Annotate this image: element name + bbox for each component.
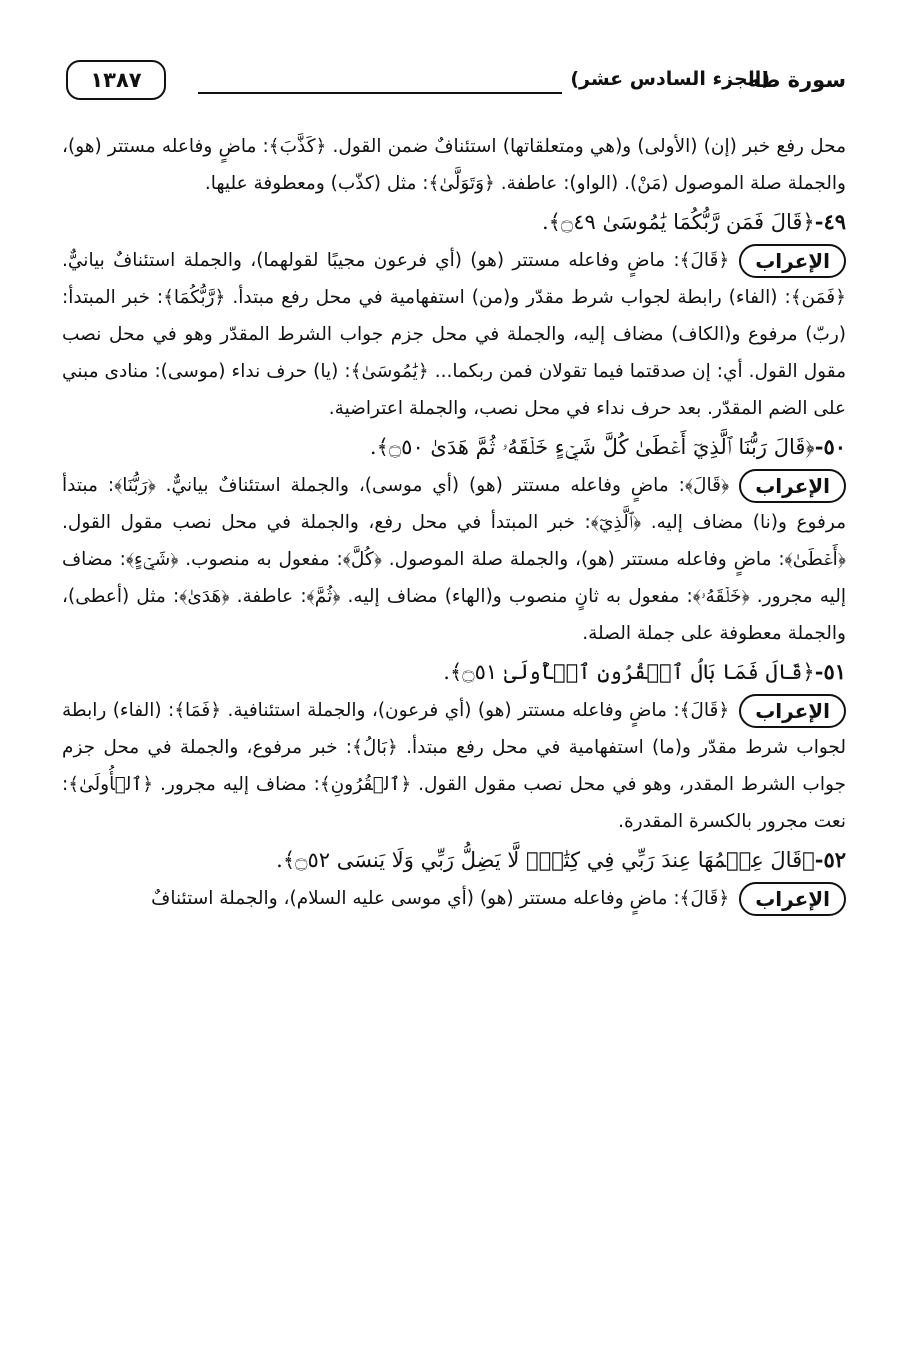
irab-text: ﴿قَالَ﴾: ماضٍ وفاعله مستتر (هو) (أي فرعون مجيبًا لقولهما)، والجملة استئنافٌ بيانيٌّ. ﴿فَمَن﴾: (الفاء) رابطة لجواب شرط مقدّر و(من) استفهامية في محل رفع مبتدأ. ﴿رَّبُّكُمَا﴾: خبر المبتدأ: (ربّ) مرفوع و(الكاف) مضاف إليه، والجملة في محل جزم جواب الشرط المقدّر وهو في محل نصب مقول القول. أي: إن صدقتما فيما تقولان فمن ربكما... ﴿يَٰمُوسَىٰ﴾: (يا) حرف نداء (موسى): منادى مبني على الضم المقدّر. بعد حرف نداء في محل نصب، والجملة اعتراضية.	[62, 250, 846, 419]
irab-text: ﴿قَالَ﴾: ماضٍ وفاعله مستتر (هو) (أي موسى)، والجملة استئنافٌ بيانيٌّ. ﴿رَبُّنَا﴾: مبتدأ مرفوع و(نا) مضاف إليه. ﴿ٱلَّذِيٓ﴾: خبر المبتدأ في محل رفع، والجملة في محل نصب مقول القول. ﴿أَعۡطَىٰ﴾: ماضٍ وفاعله مستتر (هو)، والجملة صلة الموصول. ﴿كُلَّ﴾: مفعول به منصوب. ﴿شَيۡءٍ﴾: مضاف إليه مجرور. ﴿خَلۡقَهُۥ﴾: مفعول به ثانٍ منصوب و(الهاء) مضاف إليه. ﴿ثُمَّ﴾: عاطفة. ﴿هَدَىٰ﴾: مثل (أعطى)، والجملة معطوفة على جملة الصلة.	[62, 475, 846, 644]
verse-51	[62, 652, 846, 692]
verse-text: ﴿قَالَ فَمَن رَّبُّكُمَا يَٰمُوسَىٰ ۝٤٩﴾.	[541, 210, 815, 234]
verse-number: ٥٠-	[814, 434, 846, 459]
irab-text: ﴿قَالَ﴾: ماضٍ وفاعله مستتر (هو) (أي موسى عليه السلام)، والجملة استئنافٌ	[151, 888, 730, 909]
irab-text: ﴿قَالَ﴾: ماضٍ وفاعله مستتر (هو) (أي فرعون)، والجملة استئنافية. ﴿فَمَا﴾: (الفاء) رابطة لجواب شرط مقدّر و(ما) استفهامية في محل رفع مبتدأ. ﴿بَالُ﴾: خبر مرفوع، والجملة في محل جزم جواب الشرط المقدر، وهو في محل نصب مقول القول. ﴿ٱلۡقُرُونِ﴾: مضاف إليه مجرور. ﴿ٱلۡأُولَىٰ﴾: نعت مجرور بالكسرة المقدرة.	[62, 700, 846, 832]
irab-badge: الإعراب	[739, 469, 846, 503]
verse-text: ﴿قَالَ عِلۡمُهَا عِندَ رَبِّي فِي كِتَٰبٖۖ لَّا يَضِلُّ رَبِّي وَلَا يَنسَى ۝٥٢﴾.	[276, 848, 815, 872]
page-number: ١٣٨٧	[66, 60, 166, 100]
page-header	[66, 58, 846, 106]
juz-title: (الجزء السادس عشر)	[570, 68, 770, 90]
irab-block-52	[62, 880, 846, 917]
verse-50	[62, 427, 846, 467]
irab-badge: الإعراب	[739, 244, 846, 278]
irab-block-49	[62, 242, 846, 427]
irab-badge: الإعراب	[739, 882, 846, 916]
verse-number: ٥١-	[814, 659, 846, 684]
irab-block-50	[62, 467, 846, 652]
irab-badge: الإعراب	[739, 694, 846, 728]
header-rule	[198, 92, 562, 94]
surah-title: سورة طه	[747, 68, 846, 92]
irab-block-51	[62, 692, 846, 840]
verse-text: ﴿قَالَ فَمَا بَالُ ٱلۡقُرُونِ ٱلۡأُولَىٰ ۝٥١﴾.	[443, 660, 815, 684]
verse-52	[62, 840, 846, 880]
verse-number: ٥٢-	[814, 847, 846, 872]
page-content	[62, 128, 846, 917]
verse-text: ﴿قَالَ رَبُّنَا ٱلَّذِيٓ أَعۡطَىٰ كُلَّ شَيۡءٍ خَلۡقَهُۥ ثُمَّ هَدَىٰ ۝٥٠﴾.	[369, 435, 815, 459]
verse-number: ٤٩-	[814, 209, 846, 234]
intro-paragraph: محل رفع خبر (إن) (الأولى) و(هي ومتعلقاتها) استئنافٌ ضمن القول. ﴿كَذَّبَ﴾: ماضٍ وفاعله مستتر (هو)، والجملة صلة الموصول (مَنْ). (الواو): عاطفة. ﴿وَتَوَلَّىٰ﴾: مثل (كذّب) ومعطوفة عليها.	[62, 136, 846, 194]
verse-49	[62, 202, 846, 242]
